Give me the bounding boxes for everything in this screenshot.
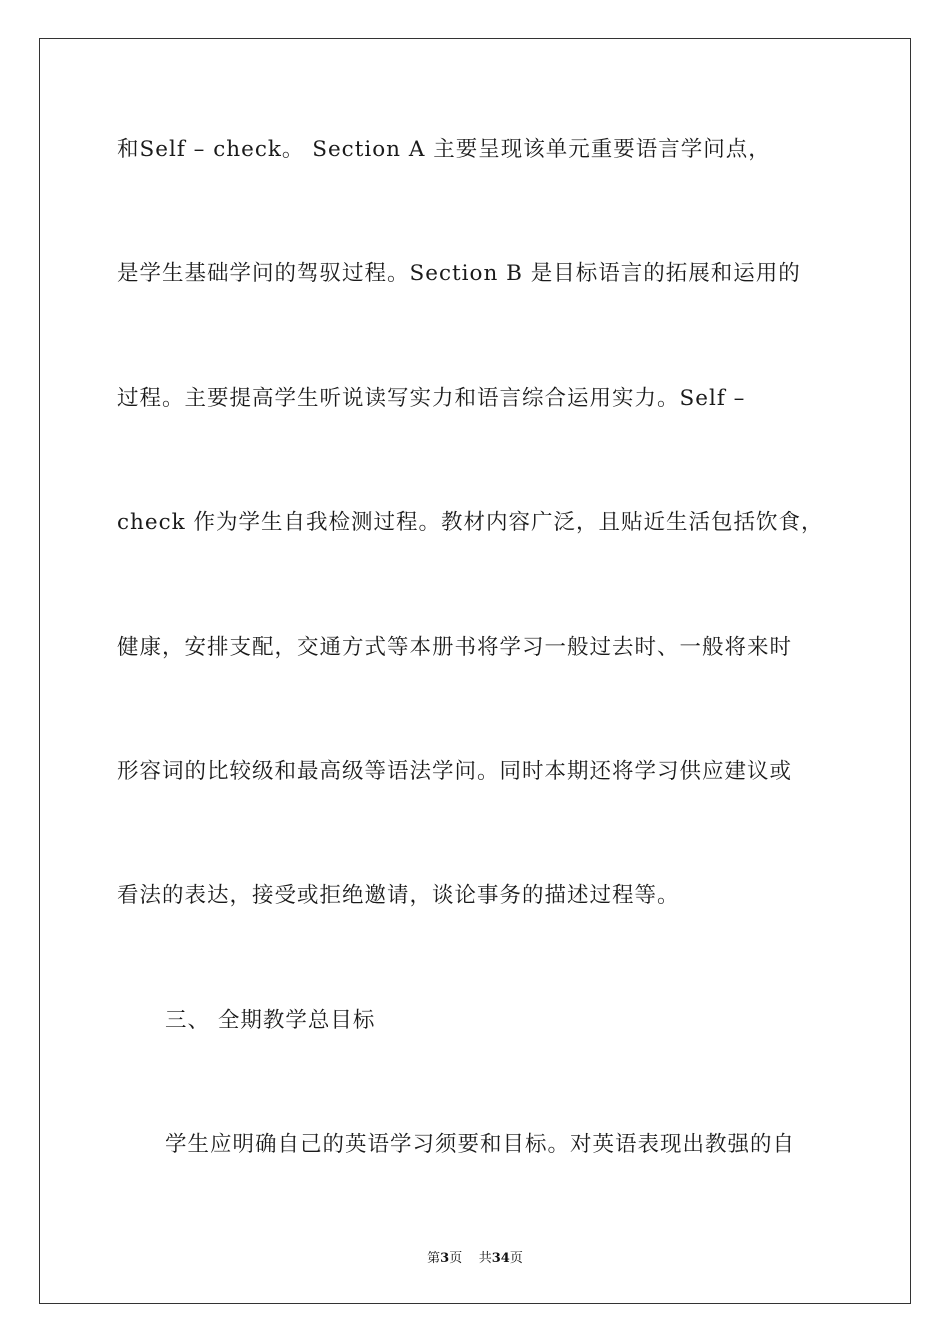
total-prefix: 共 — [478, 1251, 492, 1266]
page-number: 3 — [440, 1251, 450, 1266]
body-line-2: 是学生基础学问的驾驭过程。Section B 是目标语言的拓展和运用的 — [117, 261, 801, 286]
total-pages: 34 — [491, 1251, 510, 1266]
body-line-7: 看法的表达，接受或拒绝邀请，谈论事务的描述过程等。 — [117, 883, 680, 908]
page-suffix: 页 — [449, 1251, 463, 1266]
body-line-6: 形容词的比较级和最高级等语法学问。同时本期还将学习供应建议或 — [117, 759, 793, 784]
body-line-4: check 作为学生自我检测过程。教材内容广泛，且贴近生活包括饮食， — [117, 510, 824, 535]
total-suffix: 页 — [509, 1251, 523, 1266]
body-line-1: 和Self – check。 Section A 主要呈现该单元重要语言学问点， — [117, 137, 771, 162]
body-line-5: 健康，安排支配，交通方式等本册书将学习一般过去时、一般将来时 — [117, 635, 793, 660]
page-prefix: 第 — [427, 1251, 441, 1266]
page-footer — [0, 1247, 950, 1266]
section-paragraph: 学生应明确自己的英语学习须要和目标。对英语表现出教强的自 — [165, 1132, 796, 1157]
body-line-3: 过程。主要提高学生听说读写实力和语言综合运用实力。Self – — [117, 386, 746, 411]
section-heading: 三、 全期教学总目标 — [165, 1008, 376, 1033]
page-border — [39, 38, 911, 1304]
